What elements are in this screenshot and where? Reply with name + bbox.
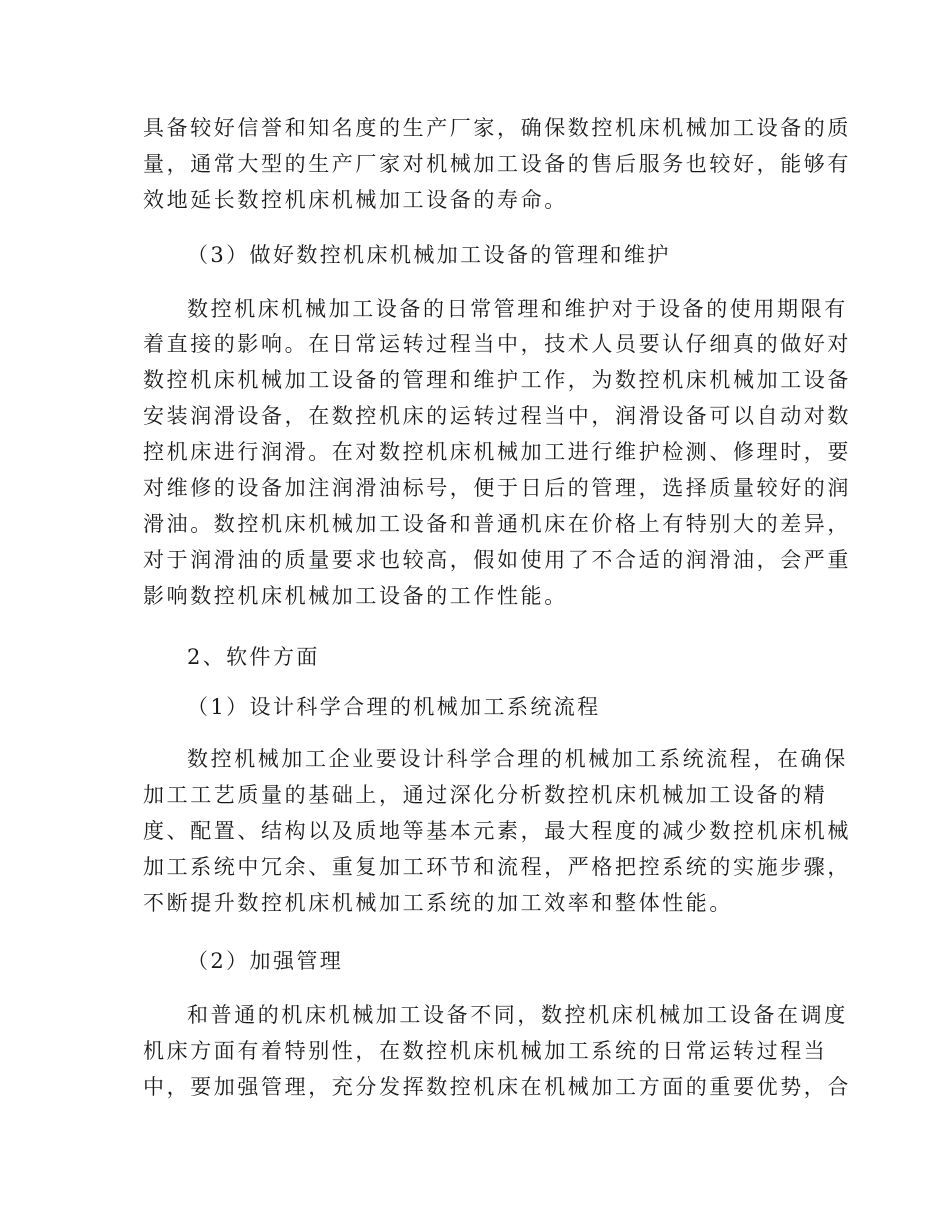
body-text-line: 量，通常大型的生产厂家对机械加工设备的售后服务也较好，能够有 <box>143 152 851 176</box>
body-text-line: 影响数控机床机械加工设备的工作性能。 <box>143 584 568 608</box>
body-text-line: 数控机械加工企业要设计科学合理的机械加工系统流程，在确保 <box>187 747 848 771</box>
section-subheading: （2）加强管理 <box>187 949 344 973</box>
section-subheading: （1）设计科学合理的机械加工系统流程 <box>187 695 601 719</box>
section-subheading: （3）做好数控机床机械加工设备的管理和维护 <box>187 243 671 267</box>
body-text-line: 中，要加强管理，充分发挥数控机床在机械加工方面的重要优势，合 <box>143 1075 851 1099</box>
body-text-line: 对维修的设备加注润滑油标号，便于日后的管理，选择质量较好的润 <box>143 476 851 500</box>
body-text-line: 不断提升数控机床机械加工系统的加工效率和整体性能。 <box>143 891 733 915</box>
body-text-line: 滑油。数控机床机械加工设备和普通机床在价格上有特别大的差异， <box>143 512 851 536</box>
body-text-line: 和普通的机床机械加工设备不同，数控机床机械加工设备在调度 <box>187 1003 848 1027</box>
body-text-line: 度、配置、结构以及质地等基本元素，最大程度的减少数控机床机械 <box>143 819 851 843</box>
body-text-line: 效地延长数控机床机械加工设备的寿命。 <box>143 188 568 212</box>
body-text-line: 加工工艺质量的基础上，通过深化分析数控机床机械加工设备的精 <box>143 783 828 807</box>
body-text-line: 控机床进行润滑。在对数控机床机械加工进行维护检测、修理时，要 <box>143 440 851 464</box>
section-heading: 2、软件方面 <box>187 645 320 669</box>
body-text-line: 对于润滑油的质量要求也较高，假如使用了不合适的润滑油，会严重 <box>143 548 851 572</box>
body-text-line: 数控机床机械加工设备的日常管理和维护对于设备的使用期限有 <box>187 297 848 321</box>
body-text-line: 加工系统中冗余、重复加工环节和流程，严格把控系统的实施步骤， <box>143 855 851 879</box>
body-text-line: 数控机床机械加工设备的管理和维护工作，为数控机床机械加工设备 <box>143 368 851 392</box>
body-text-line: 着直接的影响。在日常运转过程当中，技术人员要认仔细真的做好对 <box>143 332 851 356</box>
body-text-line: 机床方面有着特别性，在数控机床机械加工系统的日常运转过程当 <box>143 1039 828 1063</box>
body-text-line: 具备较好信誉和知名度的生产厂家，确保数控机床机械加工设备的质 <box>143 116 851 140</box>
body-text-line: 安装润滑设备，在数控机床的运转过程当中，润滑设备可以自动对数 <box>143 404 851 428</box>
